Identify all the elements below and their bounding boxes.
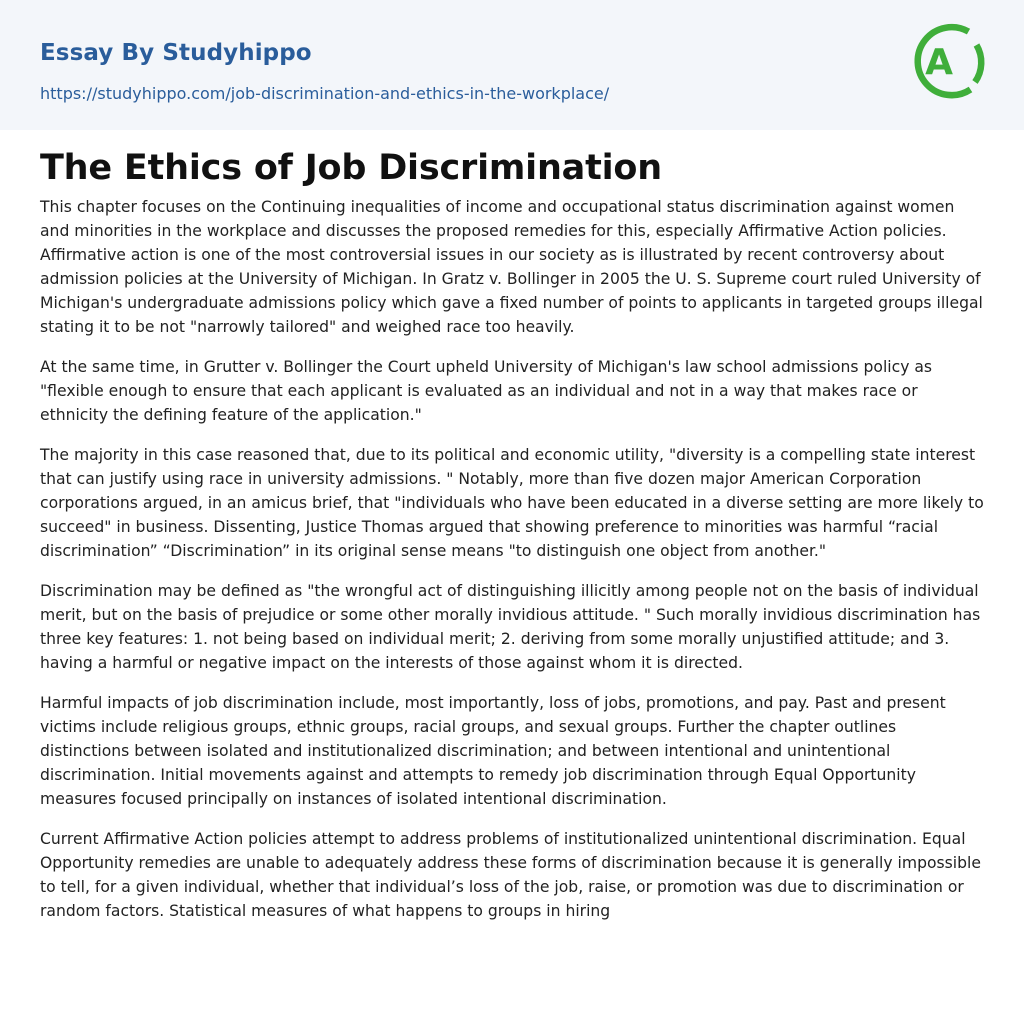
source-url-link[interactable]: https://studyhippo.com/job-discrimination-and-ethics-in-the-workplace/ (40, 84, 610, 103)
article-paragraph-2: At the same time, in Grutter v. Bollinger the Court upheld University of Michigan's law school admissions policy as "flexible enough to ensure that each applicant is evaluated as an individual and not in a way that makes race or ethnicity the defining feature of the application." (40, 358, 933, 424)
studyhippo-logo-icon[interactable] (912, 19, 986, 105)
site-brand[interactable]: Essay By Studyhippo (40, 40, 312, 66)
site-header (0, 0, 1024, 130)
article-title: The Ethics of Job Discrimination (40, 148, 662, 188)
article-body (40, 145, 988, 939)
logo-letter: A (925, 42, 953, 83)
article-paragraph-3: The majority in this case reasoned that, due to its political and economic utility, "diversity is a compelling state interest that can justify using race in university admissions. " Notably, more than five dozen major American Corporation corporations argued, in an amicus brief, that "individuals who have been educated in a diverse setting are more likely to succeed" in business. Dissenting, Justice Thomas argued that showing preference to minorities was harmful “racial discrimination” “Discrimination” in its original sense means "to distinguish one object from another." (40, 446, 984, 560)
article-paragraph-6: Current Affirmative Action policies attempt to address problems of institutionalized unintentional discrimination. Equal Opportunity remedies are unable to adequately address these forms of discrimination because it is generally impossible to tell, for a given individual, whether that individual’s loss of the job, raise, or promotion was due to discrimination or random factors. Statistical measures of what happens to groups in hiring (40, 830, 981, 920)
article-paragraph-1: This chapter focuses on the Continuing inequalities of income and occupational status discrimination against women and minorities in the workplace and discusses the proposed remedies for this, especially Affirmative Action policies. Affirmative action is one of the most controversial issues in our society as is illustrated by recent controversy about admission policies at the University of Michigan. In Gratz v. Bollinger in 2005 the U. S. Supreme court ruled University of Michigan's undergraduate admissions policy which gave a fixed number of points to applicants in targeted groups illegal stating it to be not "narrowly tailored" and weighed race too heavily. (40, 198, 983, 336)
article-paragraph-5: Harmful impacts of job discrimination include, most importantly, loss of jobs, promotions, and pay. Past and present victims include religious groups, ethnic groups, racial groups, and sexual groups. Further the chapter outlines distinctions between isolated and institutionalized discrimination; and between intentional and unintentional discrimination. Initial movements against and attempts to remedy job discrimination through Equal Opportunity measures focused principally on instances of isolated intentional discrimination. (40, 694, 946, 808)
article-paragraph-4: Discrimination may be defined as "the wrongful act of distinguishing illicitly among people not on the basis of individual merit, but on the basis of prejudice or some other morally invidious attitude. " Such morally invidious discrimination has three key features: 1. not being based on individual merit; 2. deriving from some morally unjustified attitude; and 3. having a harmful or negative impact on the interests of those against whom it is directed. (40, 582, 981, 672)
